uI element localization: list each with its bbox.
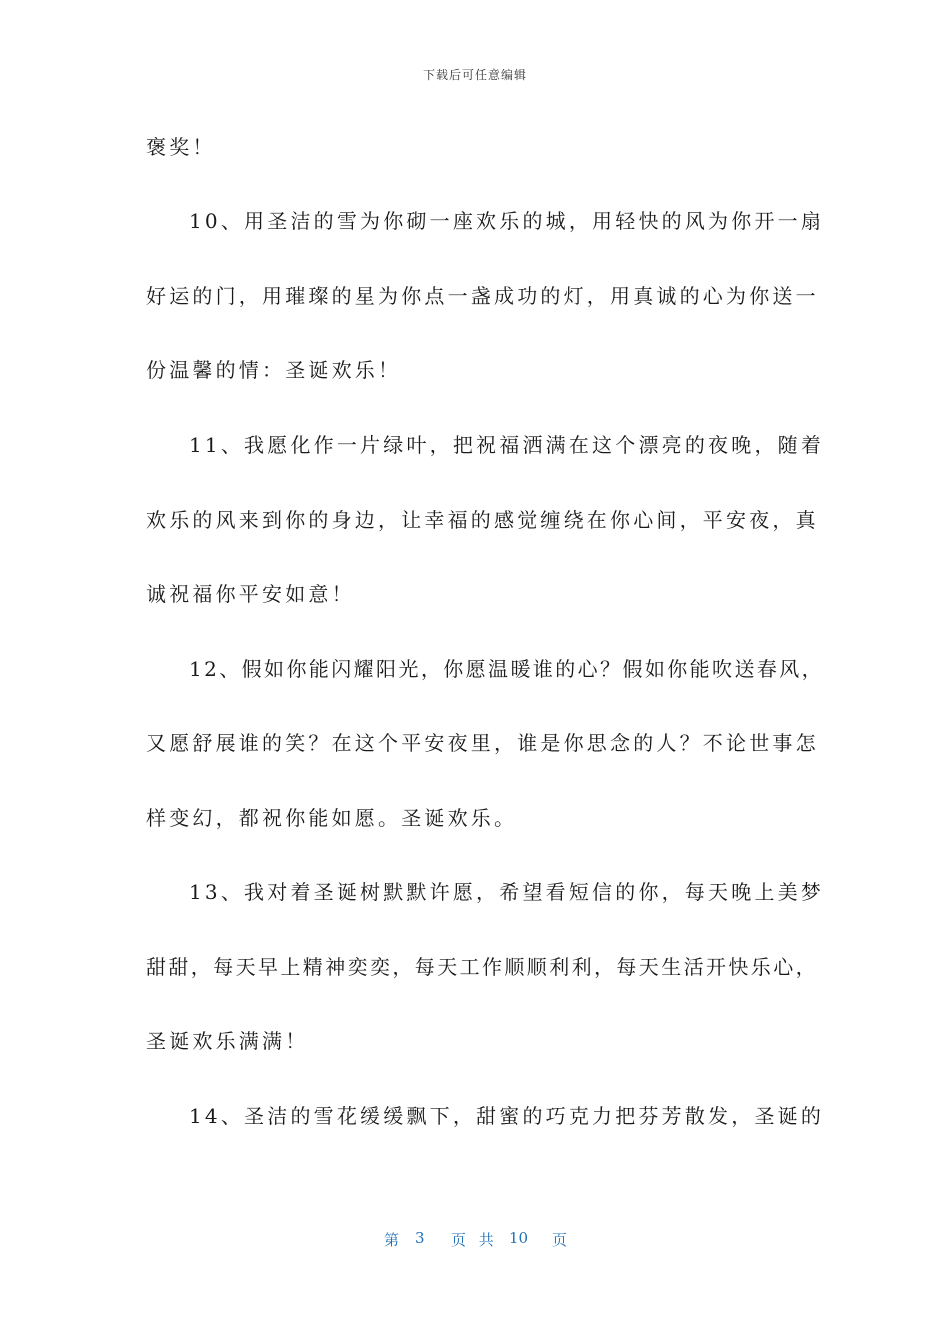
text-line: 欢乐的风来到你的身边，让幸福的感觉缠绕在你心间，平安夜，真 <box>146 508 819 532</box>
current-page-number: 3 <box>415 1229 425 1247</box>
page-footer <box>0 1229 950 1251</box>
page-label-prefix: 第 <box>384 1231 400 1249</box>
text-line: 11、我愿化作一片绿叶，把祝福洒满在这个漂亮的夜晚，随着 <box>189 433 825 457</box>
header-note: 下载后可任意编辑 <box>422 68 527 82</box>
text-line: 甜甜，每天早上精神奕奕，每天工作顺顺利利，每天生活开快乐心， <box>146 955 818 979</box>
total-pages-number: 10 <box>509 1229 529 1247</box>
page-label-suffix: 页 <box>552 1231 568 1249</box>
text-line: 又愿舒展谁的笑？在这个平安夜里，谁是你思念的人？不论世事怎 <box>146 731 819 755</box>
text-line: 样变幻，都祝你能如愿。圣诞欢乐。 <box>146 806 518 830</box>
text-line: 13、我对着圣诞树默默许愿，希望看短信的你，每天晚上美梦 <box>189 880 825 904</box>
text-line: 好运的门，用璀璨的星为你点一盏成功的灯，用真诚的心为你送一 <box>146 284 819 308</box>
text-line: 圣诞欢乐满满！ <box>146 1029 309 1053</box>
text-line: 14、圣洁的雪花缓缓飘下，甜蜜的巧克力把芬芳散发，圣诞的 <box>189 1104 825 1128</box>
text-line: 褒奖！ <box>146 135 216 159</box>
text-line: 份温馨的情：圣诞欢乐！ <box>146 358 402 382</box>
text-line: 10、用圣洁的雪为你砌一座欢乐的城，用轻快的风为你开一扇 <box>189 209 825 233</box>
text-line: 诚祝福你平安如意！ <box>146 582 355 606</box>
text-line: 12、假如你能闪耀阳光，你愿温暖谁的心？假如你能吹送春风， <box>189 657 825 681</box>
page-label-mid: 页 共 <box>451 1231 494 1249</box>
